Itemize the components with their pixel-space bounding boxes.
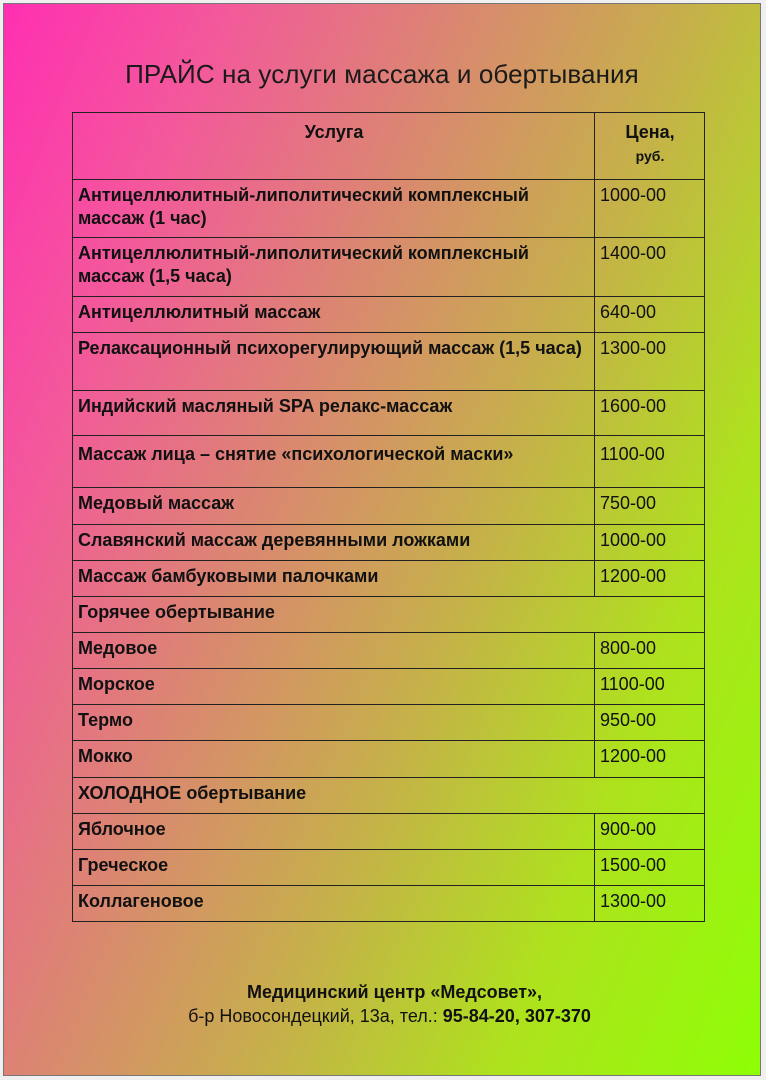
service-price: 1200-00 [595, 561, 705, 597]
service-price: 800-00 [595, 633, 705, 669]
price-header-unit: руб. [635, 148, 665, 164]
service-price: 1400-00 [595, 238, 705, 297]
table-row [73, 238, 705, 297]
section-title-cold-wrap: ХОЛОДНОЕ обертывание [73, 778, 705, 814]
service-name: Медовый массаж [73, 488, 595, 525]
page-title: ПРАЙС на услуги массажа и обертывания [125, 59, 639, 89]
service-price: 1200-00 [595, 741, 705, 778]
service-name: Греческое [73, 850, 595, 886]
service-price: 1100-00 [595, 436, 705, 488]
service-name: Антицеллюлитный массаж [73, 297, 595, 333]
price-table [72, 112, 705, 922]
price-sheet [3, 3, 761, 1076]
table-row [73, 633, 705, 669]
table-row [73, 561, 705, 597]
service-price: 640-00 [595, 297, 705, 333]
contact-line [19, 1004, 760, 1028]
table-row [73, 525, 705, 561]
service-name: Яблочное [73, 814, 595, 850]
service-price: 750-00 [595, 488, 705, 525]
service-name: Коллагеновое [73, 886, 595, 922]
table-row [73, 886, 705, 922]
table-row [73, 741, 705, 778]
service-name: Индийский масляный SPA релакс-массаж [73, 391, 595, 436]
service-price: 1100-00 [595, 669, 705, 705]
service-price: 900-00 [595, 814, 705, 850]
service-name: Медовое [73, 633, 595, 669]
table-row [73, 436, 705, 488]
service-name: Релаксационный психорегулирующий массаж (1,5 часа) [73, 333, 595, 391]
service-price: 1600-00 [595, 391, 705, 436]
service-name: Антицеллюлитный-липолитический комплексный массаж (1 час) [73, 180, 595, 238]
service-name: Массаж лица – снятие «психологической маски» [73, 436, 595, 488]
service-name: Антицеллюлитный-липолитический комплексный массаж (1,5 часа) [73, 238, 595, 297]
column-header-price [595, 113, 705, 180]
service-price: 1500-00 [595, 850, 705, 886]
column-header-service: Услуга [73, 113, 595, 180]
phone-numbers: 95-84-20, 307-370 [442, 1006, 591, 1026]
service-name: Морское [73, 669, 595, 705]
table-row [73, 814, 705, 850]
table-row [73, 333, 705, 391]
address-text: б-р Новосондецкий, 13а, тел.: [188, 1006, 443, 1026]
service-price: 1300-00 [595, 886, 705, 922]
table-row [73, 180, 705, 238]
service-name: Термо [73, 705, 595, 741]
service-price: 1000-00 [595, 180, 705, 238]
section-row-cold [73, 778, 705, 814]
service-price: 1000-00 [595, 525, 705, 561]
section-title-hot-wrap: Горячее обертывание [73, 597, 705, 633]
table-row [73, 850, 705, 886]
footer [4, 980, 760, 1028]
table-row [73, 391, 705, 436]
service-price: 950-00 [595, 705, 705, 741]
table-header-row [73, 113, 705, 180]
table-row [73, 705, 705, 741]
table-row [73, 297, 705, 333]
service-price: 1300-00 [595, 333, 705, 391]
table-row [73, 669, 705, 705]
service-name: Славянский массаж деревянными ложками [73, 525, 595, 561]
table-row [73, 488, 705, 525]
center-name: Медицинский центр «Медсовет», [246, 982, 543, 1002]
price-header-label: Цена, [625, 122, 675, 142]
section-row-hot [73, 597, 705, 633]
service-name: Мокко [73, 741, 595, 778]
service-name: Массаж бамбуковыми палочками [73, 561, 595, 597]
